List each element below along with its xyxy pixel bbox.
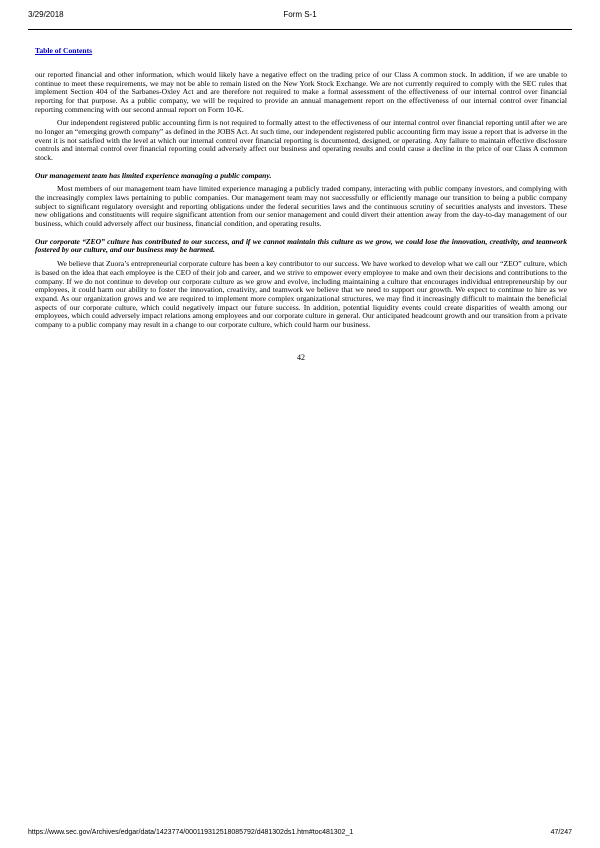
paragraph-auditor-attestation: Our independent registered public accounting firm is not required to formally attest to the effectiveness of our internal control over financial reporting until after we are no longer an “emerging growth company” as defined in the JOBS Act. At such time, our independent registered public accounting firm may issue a report that is adverse in the event it is not satisfied with the level at which our internal control over financial reporting is documented, designed, or operating. Any failure to maintain effective disclosure controls and internal control over financial reporting could adversely affect our business and operating results and could cause a decline in the price of our Class A common stock. bbox=[35, 118, 567, 162]
paragraph-management-experience: Most members of our management team have limited experience managing a publicly traded company, interacting with public company investors, and complying with the increasingly complex laws pertaining to public companies. Our management team may not successfully or efficiently manage our transition to being a public company subject to significant regulatory oversight and reporting obligations under the federal securities laws and the continuous scrutiny of securities analysts and investors. These new obligations and constituents will require significant attention from our senior management and could divert their attention away from the day-to-day management of our business, which could adversely affect our business, financial condition, and operating results. bbox=[35, 184, 567, 228]
page-number: 42 bbox=[297, 353, 305, 363]
risk-factor-heading-management-experience: Our management team has limited experience managing a public company. bbox=[35, 170, 272, 180]
document-body bbox=[35, 40, 567, 363]
print-footer bbox=[28, 829, 572, 836]
table-of-contents-link[interactable]: Table of Contents bbox=[35, 46, 93, 55]
risk-factor-heading-zeo-culture: Our corporate “ZEO” culture has contributed to our success, and if we cannot maintain this culture as we grow, we could lose the innovation, creativity, and teamwork fostered by our culture, and our business may be harmed. bbox=[35, 236, 567, 255]
footer-url: https://www.sec.gov/Archives/edgar/data/1423774/000119312518085792/d481302ds1.htm#toc481302_1 bbox=[28, 829, 354, 836]
document-text bbox=[35, 71, 567, 363]
header-rule bbox=[28, 29, 572, 30]
paragraph-zeo-culture: We believe that Zuora’s entrepreneurial corporate culture has been a key contributor to our success. We have worked to develop what we call our “ZEO” culture, which is based on the idea that each employee is the CEO of their job and career, and we strive to empower every employee to make and own their decisions and contributions to the company. If we do not continue to develop our corporate culture as we grow and evolve, including maintaining a culture that encourages individual entrepreneurship by our employees, it could harm our ability to foster the innovation, creativity, and teamwork we believe that we need to support our growth. We expect to continue to hire as we expand. As our organization grows and we are required to implement more complex organizational structures, we may find it increasingly difficult to maintain the beneficial aspects of our corporate culture, which could negatively impact our future success. In addition, potential liquidity events could create disparities of wealth among our employees, which could adversely impact relations among employees and our corporate culture in general. Our anticipated headcount growth and our transition from a private company to a public company may result in a change to our corporate culture, which could harm our business. bbox=[35, 259, 567, 329]
footer-page-indicator: 47/247 bbox=[550, 829, 572, 836]
paragraph-continuation: our reported financial and other information, which would likely have a negative effect on the trading price of our Class A common stock. In addition, if we are unable to continue to meet these requirements, we may not be able to remain listed on the New York Stock Exchange. We are not currently required to comply with the SEC rules that implement Section 404 of the Sarbanes-Oxley Act and are therefore not required to make a formal assessment of the effectiveness of our internal control over financial reporting for that purpose. As a public company, we will be required to provide an annual management report on the effectiveness of our internal control over financial reporting commencing with our second annual report on Form 10-K. bbox=[35, 70, 567, 114]
print-date: 3/29/2018 bbox=[28, 10, 64, 19]
print-header bbox=[28, 10, 572, 22]
print-title: Form S-1 bbox=[283, 10, 317, 19]
